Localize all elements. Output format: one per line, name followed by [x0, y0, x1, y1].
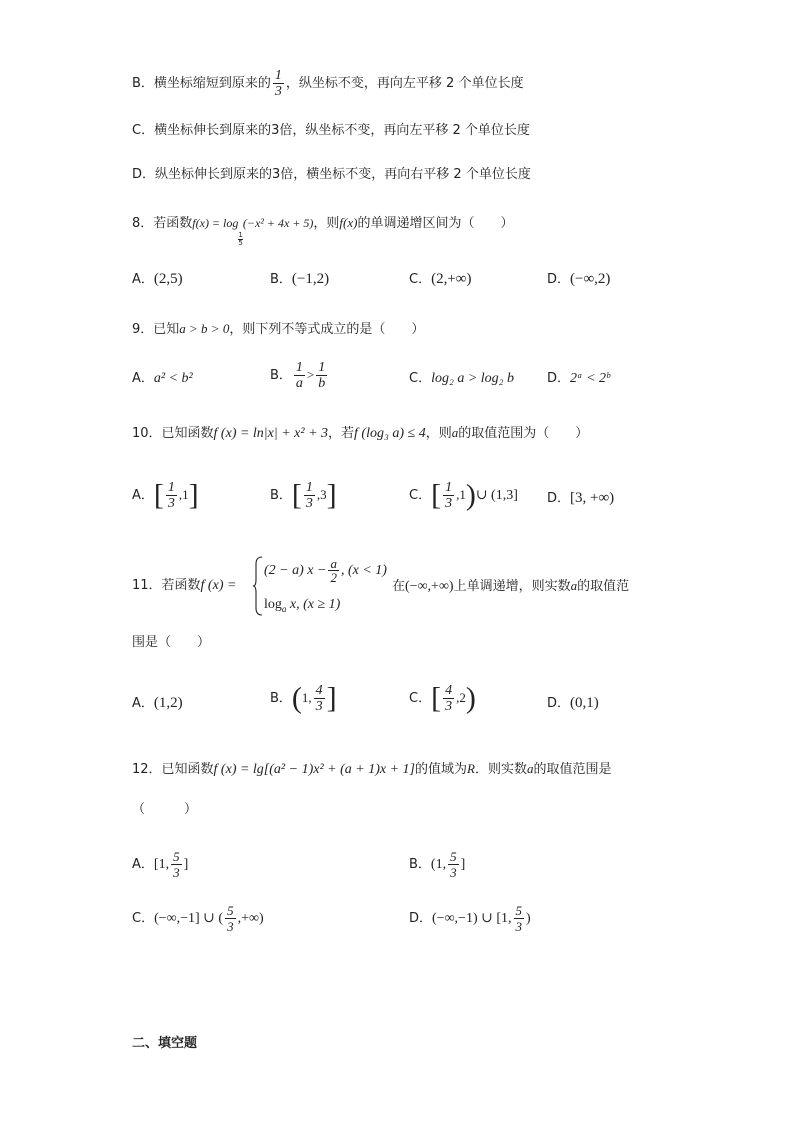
q7-option-d: D．纵坐标伸长到原来的3倍，横坐标不变，再向右平移 2 个单位长度	[132, 167, 531, 182]
q9-stem: 9．已知a > b > 0，则下列不等式成立的是（ ）	[132, 321, 425, 337]
q11-option-d: D．(0,1)	[547, 695, 599, 711]
q10-stem: 10．已知函数f (x) = ln|x| + x² + 3，若f (log₃ a) ≤ 4，则a的取值范围为（ ）	[132, 425, 589, 441]
q8-option-a: A．(2,5)	[132, 271, 183, 287]
q7-option-c: C．横坐标伸长到原来的3倍，纵坐标不变，再向左平移 2 个单位长度	[132, 123, 530, 138]
q11-option-b: B．(1, $\frac{4}{3}$ ]	[270, 681, 337, 715]
q12-option-a: A．[1, $\frac{5}{3}$ ]	[132, 849, 189, 880]
q9-option-b: B． $\frac{1}{a}$ > $\frac{1}{b}$	[270, 360, 326, 391]
q10-option-b: B．[ $\frac{1}{3}$ ,3]	[270, 478, 337, 512]
q10-option-a: A．[ $\frac{1}{3}$ ,1]	[132, 478, 199, 512]
q11-piece-2: $\log_a x$, (x ≥ 1)	[264, 597, 341, 614]
section-heading-fill-in: 二、填空题	[132, 1036, 198, 1051]
q10-option-d: D．[3, +∞)	[547, 490, 615, 506]
q8-stem: 8．若函数f(x) = log $\frac{1}{5}$ (−x² + 4x + 5)，则f(x)的单调递增区间为（ ）	[132, 215, 514, 247]
q8-option-b: B．(−1,2)	[270, 271, 330, 287]
q11-piece-1: (2 − a) x − $\frac{a}{2}$ , (x < 1)	[264, 556, 387, 585]
q11-stem-prefix: 11．若函数f (x) =	[132, 578, 237, 593]
q9-option-d: D．2ᵃ < 2ᵇ	[547, 371, 610, 386]
q11-stem-line2: 围是（ ）	[132, 635, 211, 650]
q12-stem: 12．已知函数f (x) = lg[(a² − 1)x² + (a + 1)x + 1]的值域为R．则实数a的取值范围是	[132, 761, 612, 777]
q8-option-c: C．(2,+∞)	[409, 271, 472, 287]
q12-option-b: B．(1, $\frac{5}{3}$ ]	[409, 849, 466, 880]
q12-stem-line2: （ ）	[132, 802, 198, 817]
q11-stem-suffix: 在(−∞,+∞)上单调递增，则实数a的取值范	[392, 578, 630, 594]
q10-option-c: C．[ $\frac{1}{3}$ ,1)∪ (1,3]	[409, 478, 518, 512]
q12-option-d: D．(−∞,−1) ∪ [1, $\frac{5}{3}$ )	[409, 903, 531, 934]
q8-option-d: D．(−∞,2)	[547, 271, 611, 287]
q11-option-a: A．(1,2)	[132, 695, 183, 711]
q11-piecewise-brace	[253, 556, 263, 616]
q7-option-b: B．横坐标缩短到原来的 $\frac{1}{3}$ ，纵坐标不变，再向左平移 2 个单位长度	[132, 68, 524, 99]
fraction: $\frac{1}{3}$	[274, 68, 282, 99]
q11-option-c: C．[ $\frac{4}{3}$ ,2)	[409, 681, 476, 715]
q9-option-c: C．log₂ a > log₂ b	[409, 371, 515, 386]
q12-option-c: C．(−∞,−1] ∪ ( $\frac{5}{3}$ ,+∞)	[132, 903, 264, 934]
q9-option-a: A．a² < b²	[132, 371, 193, 386]
log-base-fraction: $\frac{1}{5}$	[238, 231, 243, 247]
